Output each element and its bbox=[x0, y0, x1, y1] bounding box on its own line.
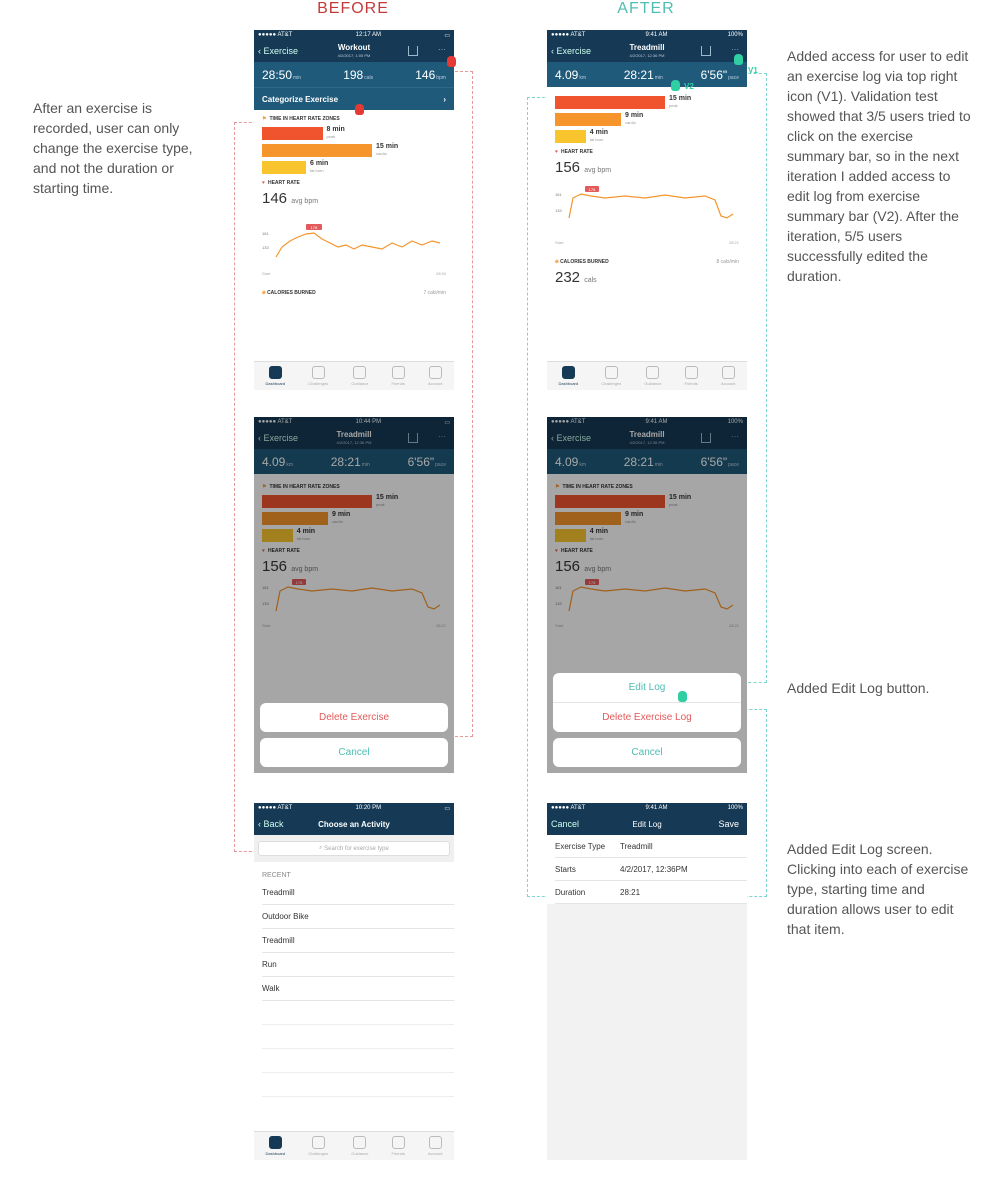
recent-label: RECENT bbox=[262, 872, 291, 879]
activity-item[interactable]: Treadmill bbox=[262, 929, 454, 953]
edit-field-row[interactable] bbox=[555, 835, 747, 858]
cals-value: 198 bbox=[343, 67, 364, 82]
v2-marker: V2 bbox=[684, 82, 694, 91]
dashboard-icon bbox=[269, 366, 282, 379]
edit-field-row[interactable] bbox=[555, 858, 747, 881]
tab-dashboard[interactable] bbox=[266, 366, 286, 386]
zone-label bbox=[625, 112, 643, 126]
duration-unit: min bbox=[654, 74, 663, 81]
axis-end: 28:21 bbox=[728, 623, 739, 628]
note-edit-screen: Added Edit Log screen. Clicking into each of exercise type, starting time and duration allows user to edit that item. bbox=[787, 841, 969, 937]
nav-bar bbox=[254, 40, 454, 62]
hr-title: HEART RATE bbox=[560, 548, 593, 554]
more-icon[interactable]: ··· bbox=[438, 45, 446, 54]
zone-name: peak bbox=[669, 502, 678, 507]
account-icon bbox=[429, 1136, 442, 1149]
hr-unit: avg bpm bbox=[291, 198, 319, 205]
tab-label: Guidance bbox=[351, 381, 369, 386]
carrier: ●●●●● AT&T bbox=[551, 32, 586, 38]
hr-heading bbox=[555, 149, 739, 155]
battery-icon: ▭ bbox=[444, 805, 450, 812]
calories-heading bbox=[262, 290, 446, 296]
hr-title: HEART RATE bbox=[267, 180, 300, 186]
battery: 100% bbox=[727, 419, 743, 425]
activity-item[interactable]: Outdoor Bike bbox=[262, 905, 454, 929]
challenges-icon bbox=[312, 366, 325, 379]
carrier: ●●●●● AT&T bbox=[258, 32, 293, 38]
after-header: AFTER bbox=[617, 0, 675, 17]
zone-label bbox=[590, 129, 608, 143]
tab-label: Dashboard bbox=[265, 1151, 286, 1156]
tab-label: Dashboard bbox=[265, 381, 286, 386]
activity-item[interactable]: Walk bbox=[262, 977, 454, 1001]
axis-start: Start bbox=[555, 623, 564, 628]
hr-chart bbox=[262, 209, 446, 269]
bpm-unit: bpm bbox=[436, 74, 446, 81]
tab-dashboard[interactable] bbox=[559, 366, 579, 386]
y-tick: 133 bbox=[555, 208, 562, 213]
zone-time: 4 min bbox=[589, 528, 609, 535]
heart-icon: ♥ bbox=[555, 149, 558, 155]
account-icon bbox=[429, 366, 442, 379]
duration-unit: min bbox=[361, 461, 370, 468]
duration-value: 28:21 bbox=[623, 67, 654, 82]
tab-bar bbox=[254, 361, 454, 390]
zone-name: cardio bbox=[376, 151, 387, 156]
tab-bar bbox=[547, 361, 747, 390]
tab-label: Account bbox=[427, 1151, 443, 1156]
after-action-sheet-screen bbox=[547, 417, 747, 773]
hr-chart bbox=[555, 178, 739, 238]
duration-unit: min bbox=[654, 461, 663, 468]
note-before: After an exercise is recorded, user can only change the exercise type, and not the duration or starting time. bbox=[33, 100, 193, 196]
nav-bar bbox=[547, 40, 747, 62]
zone-time: 15 min bbox=[376, 494, 399, 501]
action-sheet bbox=[260, 703, 448, 732]
pace-value: 6'56" bbox=[700, 454, 728, 469]
nav-subtitle: 4/2/2017, 12:36 PM bbox=[629, 53, 665, 58]
tab-label: Guidance bbox=[644, 381, 662, 386]
hr-line bbox=[569, 194, 733, 218]
axis-start: Start bbox=[262, 623, 271, 628]
hr-value: 156 bbox=[262, 558, 288, 575]
axis-start: Start bbox=[262, 271, 271, 276]
zone-time: 15 min bbox=[669, 95, 692, 102]
clock: 12:17 AM bbox=[355, 32, 382, 38]
flame-icon: 🔥︎ bbox=[262, 290, 266, 296]
more-icon[interactable]: ··· bbox=[438, 432, 446, 441]
edit-field-row[interactable] bbox=[555, 881, 747, 904]
y-tick: 133 bbox=[555, 601, 562, 606]
zone-label bbox=[376, 143, 398, 157]
clock: 10:44 PM bbox=[355, 419, 382, 425]
calories-total bbox=[555, 269, 739, 286]
pace-unit: pace bbox=[435, 461, 446, 468]
nav-title: Workout bbox=[337, 43, 371, 52]
zone-time: 4 min bbox=[589, 129, 609, 136]
tab-bar bbox=[254, 1131, 454, 1160]
status-bar bbox=[254, 803, 454, 813]
tab-guidance[interactable] bbox=[351, 1136, 368, 1156]
nav-title: Treadmill bbox=[629, 430, 665, 439]
hr-average bbox=[262, 190, 446, 207]
tab-account[interactable] bbox=[428, 366, 442, 386]
cancel-button[interactable]: Cancel bbox=[338, 747, 370, 758]
axis-end: 28:21 bbox=[728, 240, 739, 245]
note-edit-button: Added Edit Log button. bbox=[787, 680, 930, 696]
back-label: Exercise bbox=[263, 46, 299, 56]
hr-x-axis bbox=[555, 240, 739, 245]
carrier: ●●●●● AT&T bbox=[551, 419, 586, 425]
runner-icon: ⚑ bbox=[555, 484, 560, 490]
hr-unit: avg bpm bbox=[584, 167, 612, 174]
axis-end: 28:21 bbox=[435, 623, 446, 628]
before-choose-activity-screen bbox=[254, 803, 454, 1160]
y-tick: 161 bbox=[262, 231, 269, 236]
chevron-right-icon: › bbox=[443, 94, 446, 104]
field-value: 28:21 bbox=[620, 887, 641, 897]
runner-icon: ⚑ bbox=[262, 116, 267, 122]
hr-line-chart bbox=[262, 209, 446, 269]
bpm-value: 146 bbox=[415, 67, 436, 82]
delete-exercise-button[interactable]: Delete Exercise bbox=[318, 712, 390, 723]
field-key: Starts bbox=[555, 864, 576, 874]
before-header: BEFORE bbox=[317, 0, 389, 17]
duration-unit: min bbox=[293, 74, 302, 81]
zone-row bbox=[262, 160, 446, 174]
field-value: Treadmill bbox=[620, 841, 653, 851]
field-key: Duration bbox=[555, 887, 586, 897]
zone-time: 8 min bbox=[326, 126, 345, 133]
back-label: Exercise bbox=[263, 433, 299, 443]
tab-friends[interactable] bbox=[392, 1136, 405, 1156]
status-bar bbox=[547, 803, 747, 813]
distance-value: 4.09 bbox=[555, 454, 579, 469]
cals-unit: cals bbox=[364, 74, 374, 81]
zone-time: 6 min bbox=[310, 160, 329, 167]
friends-icon bbox=[685, 366, 698, 379]
zone-label bbox=[310, 160, 328, 174]
save-button[interactable]: Save bbox=[718, 819, 739, 829]
empty-row bbox=[262, 1073, 454, 1097]
y-tick: 161 bbox=[555, 585, 562, 590]
tab-label: Friends bbox=[391, 381, 405, 386]
pace-unit: pace bbox=[728, 74, 739, 81]
cal-rate: 8 cals/min bbox=[716, 259, 739, 265]
hr-value: 146 bbox=[262, 190, 288, 207]
zone-name: peak bbox=[669, 103, 678, 108]
pace-value: 6'56" bbox=[700, 67, 728, 82]
hr-unit: avg bpm bbox=[584, 566, 612, 573]
delete-exercise-log-button[interactable]: Delete Exercise Log bbox=[602, 712, 692, 723]
back-button[interactable]: ‹ Back bbox=[258, 819, 284, 829]
after-edit-log-screen bbox=[547, 803, 747, 1160]
tap-hand-icon bbox=[734, 54, 743, 65]
more-icon[interactable]: ··· bbox=[731, 432, 739, 441]
tab-guidance[interactable] bbox=[351, 366, 368, 386]
tab-friends[interactable] bbox=[392, 366, 405, 386]
edit-log-button[interactable]: Edit Log bbox=[553, 673, 741, 703]
zone-name: cardio bbox=[332, 519, 343, 524]
tab-challenges[interactable] bbox=[308, 1136, 328, 1156]
nav-subtitle: 4/2/2017, 12:36 PM bbox=[629, 440, 665, 445]
zone-bar bbox=[262, 144, 372, 157]
distance-value: 4.09 bbox=[555, 67, 579, 82]
nav-title: Treadmill bbox=[336, 430, 372, 439]
dashboard-icon bbox=[562, 366, 575, 379]
guidance-icon bbox=[353, 1136, 366, 1149]
before-workout-screen bbox=[254, 30, 454, 390]
y-tick: 133 bbox=[262, 601, 269, 606]
connector-red-right bbox=[455, 71, 473, 737]
account-icon bbox=[722, 366, 735, 379]
tab-label: Dashboard bbox=[558, 381, 579, 386]
zone-time: 9 min bbox=[625, 112, 644, 119]
zone-name: fat burn bbox=[296, 536, 311, 541]
zone-time: 15 min bbox=[376, 143, 399, 150]
hr-peak-label: 178 bbox=[295, 580, 303, 585]
share-icon[interactable] bbox=[408, 46, 418, 56]
zone-name: cardio bbox=[625, 519, 636, 524]
zone-bar bbox=[262, 161, 306, 174]
back-label: Back bbox=[263, 819, 284, 829]
search-area bbox=[254, 835, 454, 862]
duration-value: 28:50 bbox=[262, 67, 293, 82]
activity-list bbox=[254, 881, 454, 1001]
distance-unit: km bbox=[579, 74, 587, 81]
y-tick: 161 bbox=[555, 192, 562, 197]
pace-value: 6'56" bbox=[407, 454, 435, 469]
zone-row bbox=[555, 95, 739, 109]
back-button[interactable]: ‹ Exercise bbox=[551, 433, 592, 443]
tab-friends[interactable] bbox=[685, 366, 698, 386]
search-input[interactable] bbox=[258, 841, 450, 856]
flame-icon: 🔥︎ bbox=[555, 259, 559, 265]
heart-icon: ♥ bbox=[555, 548, 558, 554]
distance-unit: km bbox=[286, 461, 294, 468]
zone-label bbox=[669, 95, 691, 109]
exercise-summary-bar bbox=[254, 62, 454, 87]
zone-row bbox=[262, 126, 446, 140]
tab-label: Challenges bbox=[308, 381, 329, 386]
zone-bar bbox=[555, 96, 665, 109]
note-v1-v2: Added access for user to edit an exercise log via top right icon (V1). Validation test showed that 3/5 users tried to click on the exercise summary bar, so in the next iteration I added access to edit log from exercise summary bar (V2). After the iteration, 5/5 users successfully edited the duration. bbox=[787, 48, 971, 284]
more-icon[interactable]: ··· bbox=[731, 45, 739, 54]
friends-icon bbox=[392, 366, 405, 379]
tap-hand-icon bbox=[678, 691, 687, 702]
zones-list bbox=[254, 126, 454, 174]
challenges-icon bbox=[312, 1136, 325, 1149]
tab-challenges[interactable] bbox=[601, 366, 621, 386]
zone-bar bbox=[555, 130, 586, 143]
status-bar bbox=[254, 30, 454, 40]
tab-label: Account bbox=[720, 381, 736, 386]
tab-challenges[interactable] bbox=[308, 366, 328, 386]
cal-value: 232 bbox=[555, 269, 581, 286]
zone-time: 9 min bbox=[625, 511, 644, 518]
dashboard-icon bbox=[269, 1136, 282, 1149]
zone-time: 4 min bbox=[296, 528, 316, 535]
tab-account[interactable] bbox=[428, 1136, 442, 1156]
hr-heading bbox=[262, 180, 446, 186]
nav-title: Treadmill bbox=[629, 43, 665, 52]
cal-title: CALORIES BURNED bbox=[560, 259, 609, 265]
nav-title: Choose an Activity bbox=[318, 820, 390, 829]
challenges-icon bbox=[605, 366, 618, 379]
activity-item[interactable]: Run bbox=[262, 953, 454, 977]
share-icon[interactable] bbox=[701, 46, 711, 56]
zone-row bbox=[262, 143, 446, 157]
empty-row bbox=[262, 1025, 454, 1049]
tap-hand-icon bbox=[671, 80, 680, 91]
back-label: Exercise bbox=[556, 46, 592, 56]
zones-title: TIME IN HEART RATE ZONES bbox=[269, 116, 340, 122]
nav-subtitle: 4/2/2017, 12:36 PM bbox=[336, 440, 372, 445]
back-label: Exercise bbox=[556, 433, 592, 443]
tab-guidance[interactable] bbox=[644, 366, 661, 386]
tap-hand-icon bbox=[447, 56, 456, 67]
zone-bar bbox=[262, 127, 323, 140]
zones-title: TIME IN HEART RATE ZONES bbox=[269, 484, 340, 490]
hr-line bbox=[276, 233, 440, 257]
hr-x-axis bbox=[262, 271, 446, 276]
tab-label: Challenges bbox=[601, 381, 622, 386]
tab-label: Guidance bbox=[351, 1151, 369, 1156]
cancel-sheet bbox=[260, 738, 448, 767]
back-button[interactable]: ‹ Exercise bbox=[551, 46, 592, 56]
clock: 9:41 AM bbox=[645, 805, 668, 811]
v1-marker: V1 bbox=[748, 66, 758, 75]
distance-unit: km bbox=[579, 461, 587, 468]
zone-time: 9 min bbox=[332, 511, 351, 518]
zone-name: cardio bbox=[625, 120, 636, 125]
calories-heading bbox=[555, 259, 739, 265]
back-button[interactable]: ‹ Exercise bbox=[258, 46, 299, 56]
battery-icon: ▭ bbox=[444, 419, 450, 426]
zones-list bbox=[547, 95, 747, 143]
nav-bar bbox=[547, 813, 747, 835]
zone-time: 15 min bbox=[669, 494, 692, 501]
exercise-summary-bar[interactable] bbox=[547, 62, 747, 87]
y-tick: 133 bbox=[262, 245, 269, 250]
tab-label: Friends bbox=[391, 1151, 405, 1156]
clock: 9:41 AM bbox=[645, 419, 668, 425]
battery: 100% bbox=[727, 805, 743, 811]
zone-row bbox=[555, 129, 739, 143]
zone-name: fat burn bbox=[589, 137, 604, 142]
tap-hand-icon bbox=[355, 104, 364, 115]
guidance-icon bbox=[646, 366, 659, 379]
hr-title: HEART RATE bbox=[267, 548, 300, 554]
carrier: ●●●●● AT&T bbox=[258, 805, 293, 811]
zone-name: peak bbox=[376, 502, 385, 507]
zone-name: fat burn bbox=[310, 168, 324, 173]
duration-value: 28:21 bbox=[623, 454, 654, 469]
duration-value: 28:21 bbox=[330, 454, 361, 469]
hr-peak-label: 178 bbox=[588, 187, 596, 192]
carrier: ●●●●● AT&T bbox=[258, 419, 293, 425]
cancel-button[interactable]: Cancel bbox=[631, 747, 663, 758]
nav-bar bbox=[254, 813, 454, 835]
heart-icon: ♥ bbox=[262, 180, 265, 186]
pace-unit: pace bbox=[728, 461, 739, 468]
clock: 10:20 PM bbox=[355, 805, 382, 811]
runner-icon: ⚑ bbox=[262, 484, 267, 490]
field-key: Exercise Type bbox=[555, 841, 606, 851]
battery-icon: ▭ bbox=[444, 32, 450, 39]
categorize-label: Categorize Exercise bbox=[262, 94, 339, 104]
y-tick: 161 bbox=[262, 585, 269, 590]
nav-title: Edit Log bbox=[632, 820, 662, 829]
battery: 100% bbox=[727, 32, 743, 38]
status-bar bbox=[547, 30, 747, 40]
axis-end: 28:50 bbox=[435, 271, 446, 276]
tab-label: Challenges bbox=[308, 1151, 329, 1156]
cancel-button[interactable]: Cancel bbox=[551, 819, 580, 829]
cal-rate: 7 cals/min bbox=[423, 290, 446, 296]
hr-value: 156 bbox=[555, 159, 581, 176]
search-icon: ⌕ bbox=[319, 845, 325, 851]
carrier: ●●●●● AT&T bbox=[551, 805, 586, 811]
nav-subtitle: 4/2/2017, 1:05 PM bbox=[337, 53, 371, 58]
tab-account[interactable] bbox=[721, 366, 735, 386]
activity-item[interactable]: Treadmill bbox=[262, 881, 454, 905]
empty-row bbox=[262, 1001, 454, 1025]
clock: 9:41 AM bbox=[645, 32, 668, 38]
friends-icon bbox=[392, 1136, 405, 1149]
tab-label: Account bbox=[427, 381, 443, 386]
zone-name: fat burn bbox=[589, 536, 604, 541]
hr-title: HEART RATE bbox=[560, 149, 593, 155]
zones-title: TIME IN HEART RATE ZONES bbox=[562, 484, 633, 490]
hr-unit: avg bpm bbox=[291, 566, 319, 573]
search-placeholder: Search for exercise type bbox=[324, 845, 389, 852]
zone-row bbox=[555, 112, 739, 126]
hr-value: 156 bbox=[555, 558, 581, 575]
cal-title: CALORIES BURNED bbox=[267, 290, 316, 296]
cancel-sheet bbox=[553, 738, 741, 767]
categorize-exercise-row[interactable] bbox=[254, 87, 454, 110]
action-sheet bbox=[553, 673, 741, 732]
back-button[interactable]: ‹ Exercise bbox=[258, 433, 299, 443]
tab-label: Friends bbox=[684, 381, 698, 386]
before-action-sheet-screen bbox=[254, 417, 454, 773]
hr-peak-label: 178 bbox=[588, 580, 596, 585]
hr-average bbox=[555, 159, 739, 176]
heart-icon: ♥ bbox=[262, 548, 265, 554]
hr-line-chart bbox=[555, 178, 739, 238]
guidance-icon bbox=[353, 366, 366, 379]
edit-fields bbox=[547, 835, 747, 904]
after-treadmill-screen bbox=[547, 30, 758, 390]
empty-row bbox=[262, 1049, 454, 1073]
distance-value: 4.09 bbox=[262, 454, 286, 469]
field-value: 4/2/2017, 12:36PM bbox=[620, 864, 688, 874]
tab-dashboard[interactable] bbox=[266, 1136, 286, 1156]
zone-bar bbox=[555, 113, 621, 126]
hr-peak-label: 178 bbox=[310, 225, 318, 230]
axis-start: Start bbox=[555, 240, 564, 245]
zone-name: peak bbox=[326, 134, 336, 139]
cal-unit: cals bbox=[584, 277, 597, 284]
zone-label bbox=[327, 126, 345, 140]
zones-heading bbox=[262, 116, 446, 122]
